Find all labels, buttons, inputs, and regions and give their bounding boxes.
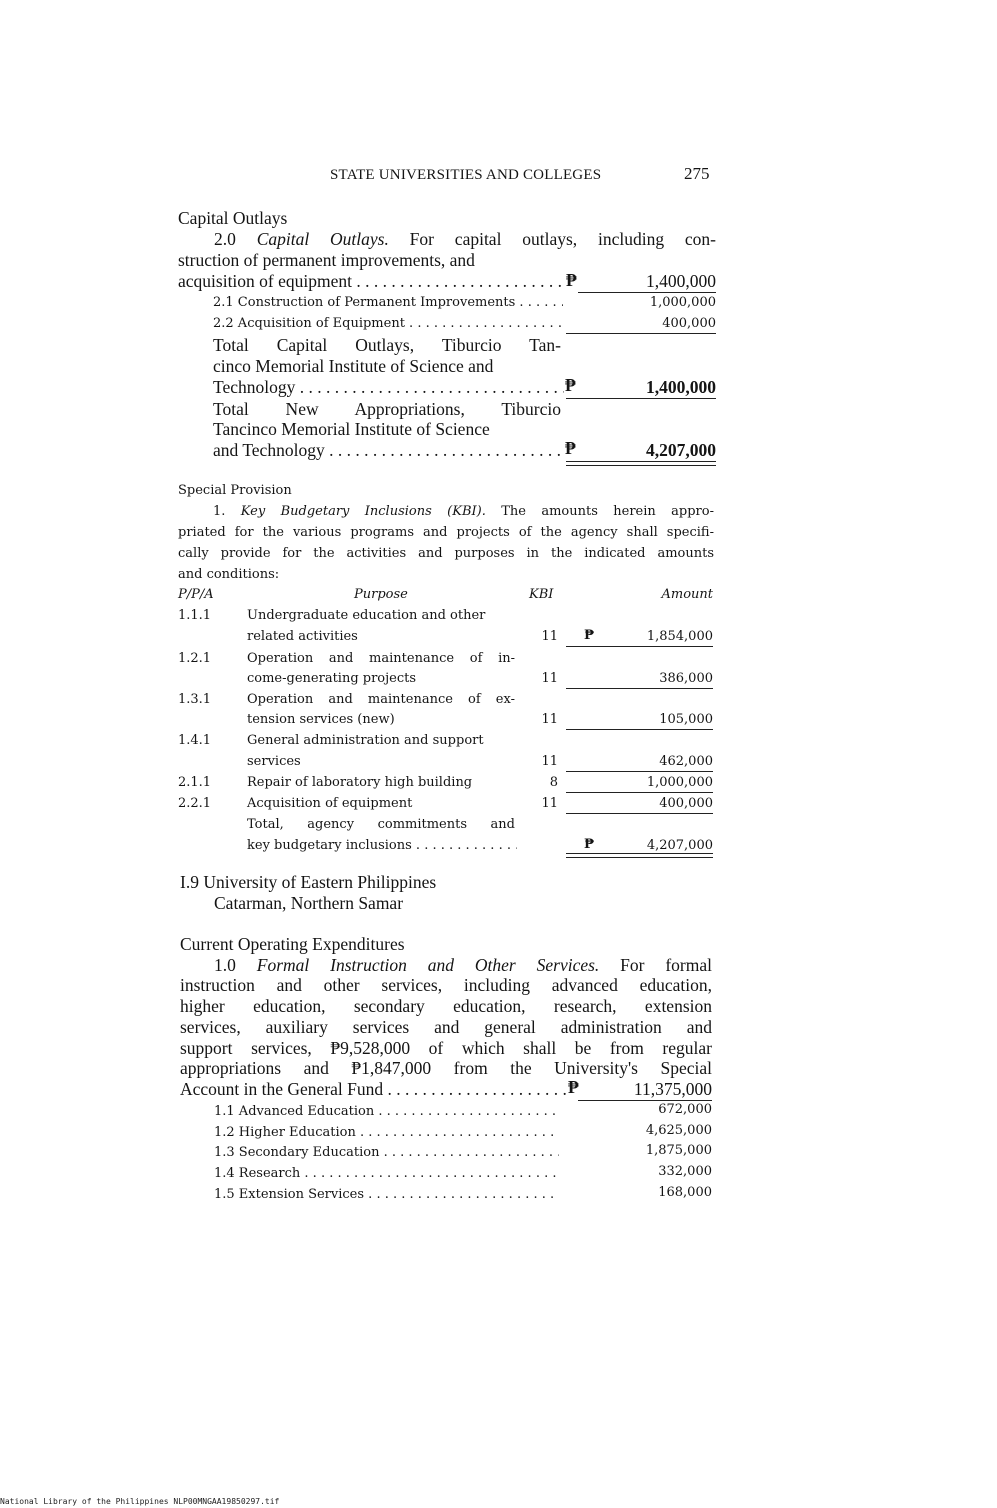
table-row-purpose: come-generating projects xyxy=(247,671,417,686)
purpose-text: Operation and maintenance of ex- xyxy=(247,692,515,707)
table-row-purpose: Undergraduate education and other xyxy=(247,608,486,623)
table-row-ppa: 2.2.1 xyxy=(178,796,212,811)
table-row-purpose: Repair of laboratory high building xyxy=(247,775,473,790)
current-item-amount: 4,625,000 xyxy=(645,1123,712,1138)
special-item-num: 1. xyxy=(213,504,226,519)
special-line1-rest: The amounts herein appro- xyxy=(501,504,714,519)
page-number: 275 xyxy=(684,164,710,183)
table-row-ppa: 2.1.1 xyxy=(178,775,212,790)
current-item-amount: 168,000 xyxy=(658,1185,712,1200)
total-label-text: Total, agency commitments and xyxy=(247,817,515,832)
total-capital-line3-text: Technology xyxy=(213,377,296,397)
special-line-1 xyxy=(178,501,714,522)
total-new-line3-text: and Technology xyxy=(213,440,325,460)
special-line-3 xyxy=(178,543,714,564)
table-row-kbi: 8 xyxy=(549,775,558,790)
peso-sign: ₱ xyxy=(584,628,595,643)
current-para-line xyxy=(180,975,712,996)
current-item-label: 1.1 Advanced Education xyxy=(214,1104,375,1119)
kbi-label: KBI xyxy=(529,587,554,602)
current-item-label: 1.4 Research xyxy=(214,1166,301,1181)
total-capital-amount: 1,400,000 xyxy=(646,377,716,397)
current-item xyxy=(214,1102,559,1122)
total-new-amount: 4,207,000 xyxy=(646,440,716,460)
purpose-label: Purpose xyxy=(354,587,408,602)
underline xyxy=(566,646,713,647)
capital-para-line1-rest: For capital outlays, including con- xyxy=(409,229,717,249)
current-para-line xyxy=(180,1017,712,1038)
peso-sign: ₱ xyxy=(566,270,577,290)
capital-para-line-2: struction of permanent improvements, and xyxy=(178,250,475,270)
current-para-line-1 xyxy=(180,955,712,976)
current-para-text: appropriations and ₱1,847,000 from the University's Special xyxy=(180,1058,712,1078)
table-total-label xyxy=(247,835,517,856)
total-capital-line-1-text: Total Capital Outlays, Tiburcio Tan- xyxy=(213,335,561,355)
total-capital-line-1 xyxy=(213,335,561,356)
column-header-kbi xyxy=(529,584,553,605)
table-row-purpose: Acquisition of equipment xyxy=(247,796,413,811)
current-para-text: higher education, secondary education, research, extension xyxy=(180,996,712,1016)
table-row-kbi: 11 xyxy=(541,671,558,686)
running-title: STATE UNIVERSITIES AND COLLEGES xyxy=(330,167,602,183)
current-item-amount: 672,000 xyxy=(658,1102,712,1117)
underline xyxy=(566,813,713,814)
current-para-text: services, auxiliary services and general administration and xyxy=(180,1017,712,1037)
purpose-text: Operation and maintenance of in- xyxy=(247,651,515,666)
table-total-label xyxy=(247,814,515,835)
current-para-text: support services, ₱9,528,000 of which shall be from regular xyxy=(180,1038,712,1058)
current-item xyxy=(214,1143,559,1163)
underline xyxy=(566,398,716,399)
capital-line3-text: acquisition of equipment xyxy=(178,271,352,291)
table-row-purpose xyxy=(247,689,515,710)
table-row-kbi: 11 xyxy=(541,629,558,644)
total-new-line-3 xyxy=(213,440,564,461)
total-capital-line-2: cinco Memorial Institute of Science and xyxy=(213,356,494,376)
underline xyxy=(566,333,716,334)
total-new-line-1-text: Total New Appropriations, Tiburcio xyxy=(213,399,561,419)
table-row-kbi: 11 xyxy=(541,712,558,727)
column-header-ppa xyxy=(178,584,214,605)
capital-para-num: 2.0 xyxy=(214,229,236,249)
special-line-3-text: cally provide for the activities and purposes in the indicated amounts xyxy=(178,546,714,561)
capital-item-label: 2.2 Acquisition of Equipment xyxy=(213,316,405,331)
table-row-purpose: tension services (new) xyxy=(247,712,395,727)
current-para-last-line xyxy=(180,1079,566,1100)
section-heading xyxy=(180,872,436,893)
special-provision-heading: Special Provision xyxy=(178,483,292,498)
table-row-ppa: 1.3.1 xyxy=(178,692,212,707)
special-line-2-text: priated for the various programs and projects of the agency shall specifi- xyxy=(178,525,714,540)
capital-para-line-3 xyxy=(178,271,564,292)
capital-item xyxy=(213,293,563,313)
double-underline xyxy=(566,853,713,858)
table-row-purpose: General administration and support xyxy=(247,733,484,748)
total-label-text: key budgetary inclusions xyxy=(247,838,412,853)
double-underline xyxy=(566,461,716,466)
table-row-amount: 1,000,000 xyxy=(646,775,713,790)
peso-sign: ₱ xyxy=(568,1077,579,1097)
section-number: I.9 xyxy=(180,872,199,892)
table-row-ppa: 1.2.1 xyxy=(178,651,212,666)
current-item xyxy=(214,1123,559,1143)
current-item-label: 1.3 Secondary Education xyxy=(214,1145,380,1160)
current-item-amount: 1,875,000 xyxy=(645,1143,712,1158)
table-total-amount: 4,207,000 xyxy=(646,838,713,853)
capital-item-amount: 1,000,000 xyxy=(649,295,716,310)
capital-para-title: Capital Outlays. xyxy=(256,229,389,249)
column-header-purpose xyxy=(354,584,408,605)
current-para-line xyxy=(180,1058,712,1079)
current-amount: 11,375,000 xyxy=(633,1079,712,1099)
current-operating-heading: Current Operating Expenditures xyxy=(180,934,405,954)
current-item-label: 1.2 Higher Education xyxy=(214,1125,356,1140)
table-row-ppa: 1.1.1 xyxy=(178,608,212,623)
capital-para-line-1 xyxy=(178,229,716,250)
underline xyxy=(566,729,713,730)
capital-amount: 1,400,000 xyxy=(646,271,716,291)
special-line-2 xyxy=(178,522,714,543)
current-para-line xyxy=(180,996,712,1017)
capital-item-label: 2.1 Construction of Permanent Improvements xyxy=(213,295,516,310)
current-last-line-text: Account in the General Fund xyxy=(180,1079,384,1099)
current-para-line xyxy=(180,1038,712,1059)
amount-label: Amount xyxy=(661,587,713,602)
ppa-label: P/P/A xyxy=(178,587,214,602)
current-para-title: Formal Instruction and Other Services. xyxy=(256,955,600,975)
table-row-purpose: related activities xyxy=(247,629,358,644)
table-row-ppa: 1.4.1 xyxy=(178,733,212,748)
total-new-line-1 xyxy=(213,399,561,420)
peso-sign: ₱ xyxy=(584,837,595,852)
table-row-purpose: services xyxy=(247,754,301,769)
scan-footer: National Library of the Philippines NLP00MNGAA19850297.tif xyxy=(0,1497,280,1506)
capital-outlays-heading: Capital Outlays xyxy=(178,208,288,228)
table-row-purpose xyxy=(247,648,515,669)
underline xyxy=(566,688,713,689)
current-item-amount: 332,000 xyxy=(658,1164,712,1179)
special-item-title: Key Budgetary Inclusions (KBI). xyxy=(240,504,486,519)
peso-sign: ₱ xyxy=(565,375,576,395)
current-item xyxy=(214,1164,559,1184)
table-row-kbi: 11 xyxy=(541,796,558,811)
table-row-amount: 386,000 xyxy=(659,671,713,686)
current-line1-rest: For formal xyxy=(620,955,712,975)
column-header-amount xyxy=(600,584,713,605)
current-item xyxy=(214,1185,559,1205)
table-row-amount: 1,854,000 xyxy=(646,629,713,644)
total-capital-line-3 xyxy=(213,377,564,398)
table-row-amount: 105,000 xyxy=(659,712,713,727)
table-row-kbi: 11 xyxy=(541,754,558,769)
total-new-line-2: Tancinco Memorial Institute of Science xyxy=(213,419,490,439)
special-line-4: and conditions: xyxy=(178,567,280,582)
current-item-label: 1.5 Extension Services xyxy=(214,1187,365,1202)
section-location: Catarman, Northern Samar xyxy=(214,893,404,913)
table-row-amount: 400,000 xyxy=(659,796,713,811)
current-para-text: instruction and other services, including advanced education, xyxy=(180,975,712,995)
section-name: University of Eastern Philippines xyxy=(203,872,437,892)
peso-sign: ₱ xyxy=(565,438,576,458)
capital-item-amount: 400,000 xyxy=(662,316,716,331)
current-para-num: 1.0 xyxy=(214,955,236,975)
capital-item xyxy=(213,314,563,334)
table-row-amount: 462,000 xyxy=(659,754,713,769)
